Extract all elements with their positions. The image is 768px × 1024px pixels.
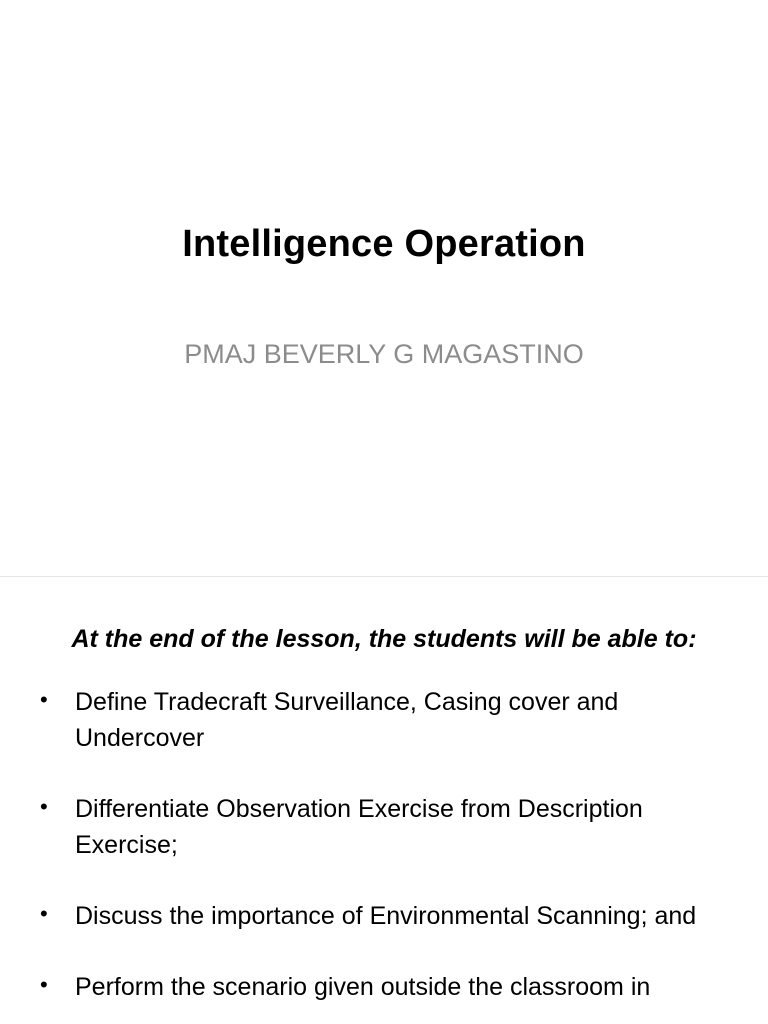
- bullet-icon: •: [40, 794, 48, 819]
- list-item-text: Discuss the importance of Environmental Scanning; and: [75, 902, 697, 930]
- objectives-slide: [0, 577, 768, 1024]
- list-item-text: Differentiate Observation Exercise from Description Exercise;: [75, 795, 643, 859]
- presenter-name: PMAJ BEVERLY G MAGASTINO: [184, 339, 584, 369]
- list-item: [40, 898, 720, 934]
- presentation-title: Intelligence Operation: [182, 223, 586, 265]
- list-item-text: Perform the scenario given outside the classroom in: [75, 973, 651, 1001]
- bullet-icon: •: [40, 687, 48, 712]
- bullet-icon: •: [40, 972, 48, 997]
- objectives-list: [40, 684, 720, 1024]
- bullet-icon: •: [40, 901, 48, 926]
- objectives-heading: At the end of the lesson, the students will be able to:: [71, 625, 697, 653]
- list-item: [40, 791, 720, 863]
- list-item: [40, 969, 720, 1005]
- list-item: [40, 684, 720, 756]
- list-item-text: Define Tradecraft Surveillance, Casing cover and Undercover: [75, 688, 619, 752]
